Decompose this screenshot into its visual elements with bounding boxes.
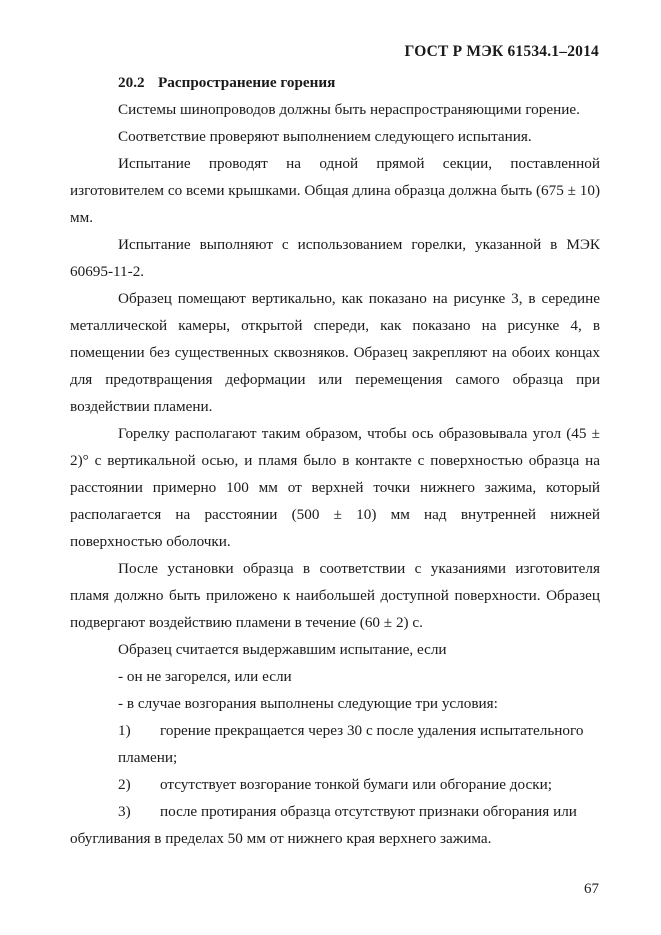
section-title: Распространение горения bbox=[158, 74, 336, 91]
standard-header: ГОСТ Р МЭК 61534.1–2014 bbox=[404, 43, 599, 60]
list-marker: 2) bbox=[118, 776, 131, 793]
numbered-list-item bbox=[70, 717, 600, 771]
list-item-text: после протирания образца отсутствуют признаки обгорания или bbox=[160, 803, 577, 820]
numbered-list-item bbox=[70, 771, 600, 798]
list-item-continuation: пламени; bbox=[118, 749, 178, 766]
section-number: 20.2 bbox=[118, 74, 145, 91]
page-number: 67 bbox=[584, 881, 599, 897]
dash-list-item: - в случае возгорания выполнены следующие три условия: bbox=[118, 695, 498, 712]
list-marker: 1) bbox=[118, 722, 131, 739]
paragraph: Испытание проводят на одной прямой секции, поставленной изготовителем со всеми крышками. Общая длина образца должна быть (675 ± 10) мм. bbox=[70, 155, 600, 226]
paragraph: Горелку располагают таким образом, чтобы ось образовывала угол (45 ± 2)° с вертикальной осью, и пламя было в контакте с поверхностью образца на расстоянии примерно 100 мм от верхней точки нижнего зажима, который располагается на расстоянии (500 ± 10) мм над внутренней нижней поверхностью оболочки. bbox=[70, 425, 600, 550]
paragraph: Образец помещают вертикально, как показано на рисунке 3, в середине металлической камеры, открытой спереди, как показано на рисунке 4, в помещении без существенных сквозняков. Образец закрепляют на обоих концах для предотвращения деформации или перемещения самого образца при воздействии пламени. bbox=[70, 290, 600, 415]
paragraph: После установки образца в соответствии с указаниями изготовителя пламя должно быть приложено к наибольшей доступной поверхности. Образец подвергают воздействию пламени в течение (60 ± 2) с. bbox=[70, 560, 600, 631]
list-item-text: отсутствует возгорание тонкой бумаги или обгорание доски; bbox=[160, 776, 552, 793]
page-content bbox=[70, 69, 600, 852]
paragraph: Соответствие проверяют выполнением следующего испытания. bbox=[118, 128, 532, 145]
list-item-continuation: обугливания в пределах 50 мм от нижнего края верхнего зажима. bbox=[70, 830, 492, 847]
paragraph: Образец считается выдержавшим испытание, если bbox=[118, 641, 447, 658]
paragraph: Испытание выполняют с использованием горелки, указанной в МЭК 60695-11-2. bbox=[70, 236, 600, 280]
numbered-list-item bbox=[70, 798, 600, 852]
section-heading bbox=[70, 69, 600, 96]
dash-list-item: - он не загорелся, или если bbox=[118, 668, 292, 685]
paragraph: Системы шинопроводов должны быть нераспространяющими горение. bbox=[118, 101, 580, 118]
list-marker: 3) bbox=[118, 803, 131, 820]
list-item-text: горение прекращается через 30 с после удаления испытательного bbox=[160, 722, 584, 739]
